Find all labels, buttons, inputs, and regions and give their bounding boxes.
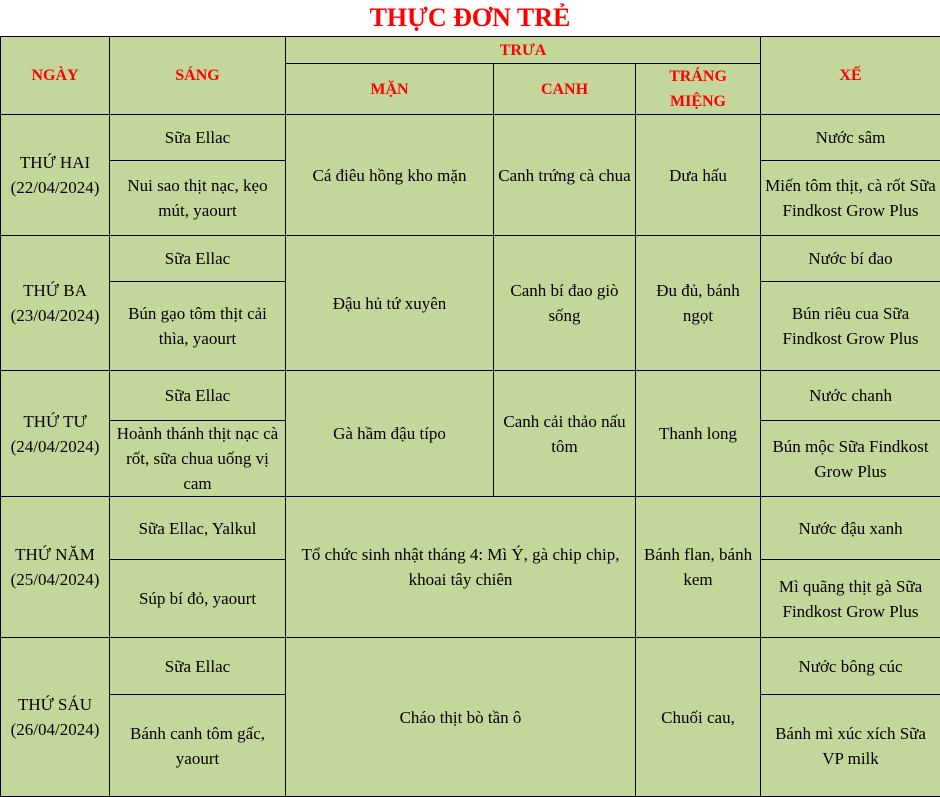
dessert: Thanh long [636,371,761,497]
day-date: (23/04/2024) [5,303,105,328]
day-name: THỨ BA [5,278,105,303]
morning-drink: Sữa Ellac, Yalkul [110,497,286,560]
dessert: Chuối cau, [636,638,761,797]
soup: Canh bí đao giò sống [494,236,636,371]
day-cell [1,115,110,236]
afternoon-meal: Bún mộc Sữa Findkost Grow Plus [761,421,940,497]
page-title: THỰC ĐƠN TRẺ [0,0,940,36]
day-date: (24/04/2024) [5,434,105,459]
afternoon-drink: Nước sâm [761,115,940,161]
main-dish: Cháo thịt bò tần ô [286,638,636,797]
table-row [1,638,940,695]
header-afternoon: XẾ [761,37,940,115]
birthday-party-menu: Tổ chức sinh nhật tháng 4: Mì Ý, gà chip chip, khoai tây chiên [286,497,636,638]
day-cell [1,371,110,497]
morning-drink: Sữa Ellac [110,371,286,421]
header-soup: CANH [494,64,636,115]
morning-meal: Nui sao thịt nạc, kẹo mút, yaourt [110,161,286,236]
day-cell [1,497,110,638]
afternoon-drink: Nước đậu xanh [761,497,940,560]
table-row [1,497,940,560]
day-date: (22/04/2024) [5,175,105,200]
morning-meal: Súp bí đỏ, yaourt [110,560,286,638]
day-name: THỨ NĂM [5,542,105,567]
main-dish: Đậu hủ tứ xuyên [286,236,494,371]
header-main-dish: MẶN [286,64,494,115]
afternoon-meal: Bánh mì xúc xích Sữa VP milk [761,695,940,797]
day-name: THỨ HAI [5,150,105,175]
table-row [1,371,940,421]
dessert: Bánh flan, bánh kem [636,497,761,638]
morning-meal: Hoành thánh thịt nạc cà rốt, sữa chua uống vị cam [110,421,286,497]
afternoon-meal: Mì quãng thịt gà Sữa Findkost Grow Plus [761,560,940,638]
afternoon-drink: Nước chanh [761,371,940,421]
afternoon-drink: Nước bí đao [761,236,940,282]
dessert: Đu đủ, bánh ngọt [636,236,761,371]
main-dish: Cá điêu hồng kho mặn [286,115,494,236]
afternoon-meal: Bún riêu cua Sữa Findkost Grow Plus [761,282,940,371]
header-dessert: TRÁNG MIỆNG [636,64,761,115]
soup: Canh cải thảo nấu tôm [494,371,636,497]
day-date: (25/04/2024) [5,567,105,592]
table-row [1,236,940,282]
day-name: THỨ SÁU [5,692,105,717]
day-name: THỨ TƯ [5,409,105,434]
soup: Canh trứng cà chua [494,115,636,236]
day-cell [1,638,110,797]
morning-meal: Bún gạo tôm thịt cải thìa, yaourt [110,282,286,371]
header-morning: SÁNG [110,37,286,115]
table-row [1,115,940,161]
morning-drink: Sữa Ellac [110,638,286,695]
menu-table [0,36,940,797]
day-cell [1,236,110,371]
header-day: NGÀY [1,37,110,115]
morning-drink: Sữa Ellac [110,236,286,282]
header-lunch: TRƯA [286,37,761,64]
dessert: Dưa hấu [636,115,761,236]
afternoon-meal: Miến tôm thịt, cà rốt Sữa Findkost Grow Plus [761,161,940,236]
afternoon-drink: Nước bông cúc [761,638,940,695]
day-date: (26/04/2024) [5,717,105,742]
main-dish: Gà hầm đậu típo [286,371,494,497]
morning-drink: Sữa Ellac [110,115,286,161]
morning-meal: Bánh canh tôm gấc, yaourt [110,695,286,797]
